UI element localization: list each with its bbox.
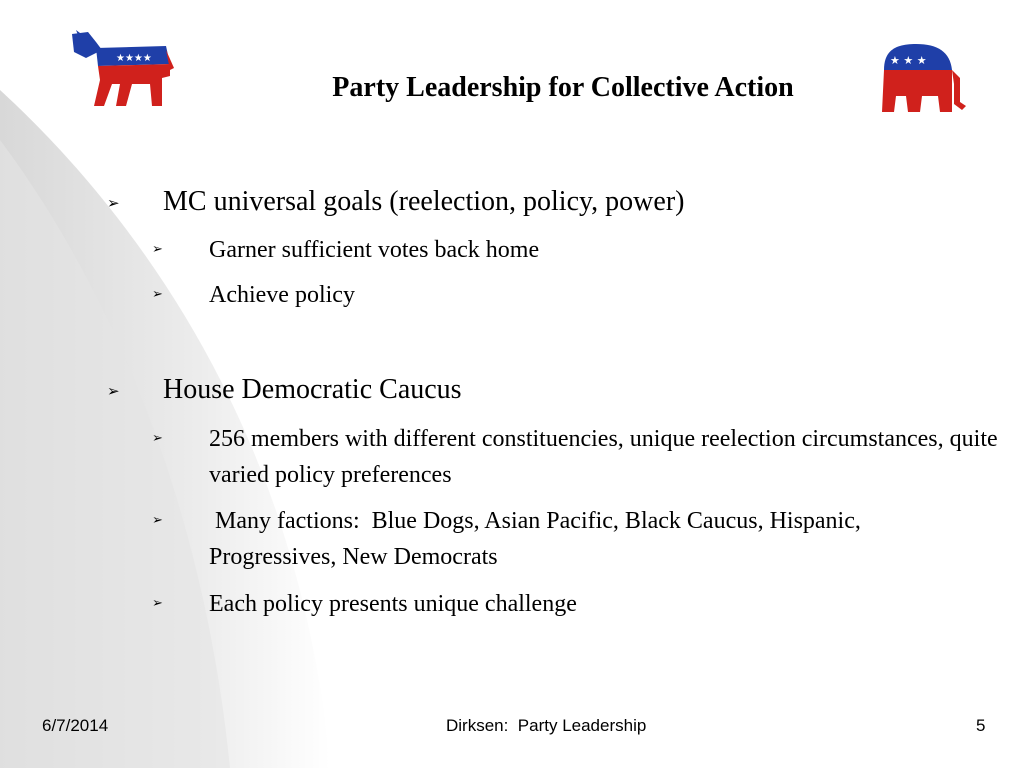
svg-text:★ ★ ★: ★ ★ ★ [890,54,927,67]
list-item-text: Many factions: Blue Dogs, Asian Pacific, Black Caucus, Hispanic, Progressives, New Democrats [209,508,867,570]
bullet-arrow-icon: ➢ [152,287,163,302]
bullet-arrow-icon: ➢ [152,596,163,611]
bullet-arrow-icon: ➢ [152,513,163,528]
bullet-arrow-icon: ➢ [152,431,163,446]
footer-title: Dirksen: Party Leadership [446,716,647,735]
list-item-text: House Democratic Caucus [163,374,462,405]
list-item-text: 256 members with different constituencies, unique reelection circumstances, quite varied policy preferences [209,426,998,488]
bullet-arrow-icon: ➢ [152,242,163,257]
donkey-logo [66,28,174,110]
list-item-text: Garner sufficient votes back home [209,237,540,263]
donkey-icon [66,28,174,110]
list-item-text: Achieve policy [209,282,355,308]
bullet-arrow-icon: ➢ [107,382,120,400]
bullet-arrow-icon: ➢ [107,194,120,212]
svg-text:★★★★: ★★★★ [116,53,152,64]
page-number: 5 [976,716,986,735]
list-item-text: Each policy presents unique challenge [209,591,577,617]
footer-date: 6/7/2014 [42,716,109,735]
slide-title: Party Leadership for Collective Action [332,72,794,103]
list-item-text: MC universal goals (reelection, policy, power) [163,186,685,217]
